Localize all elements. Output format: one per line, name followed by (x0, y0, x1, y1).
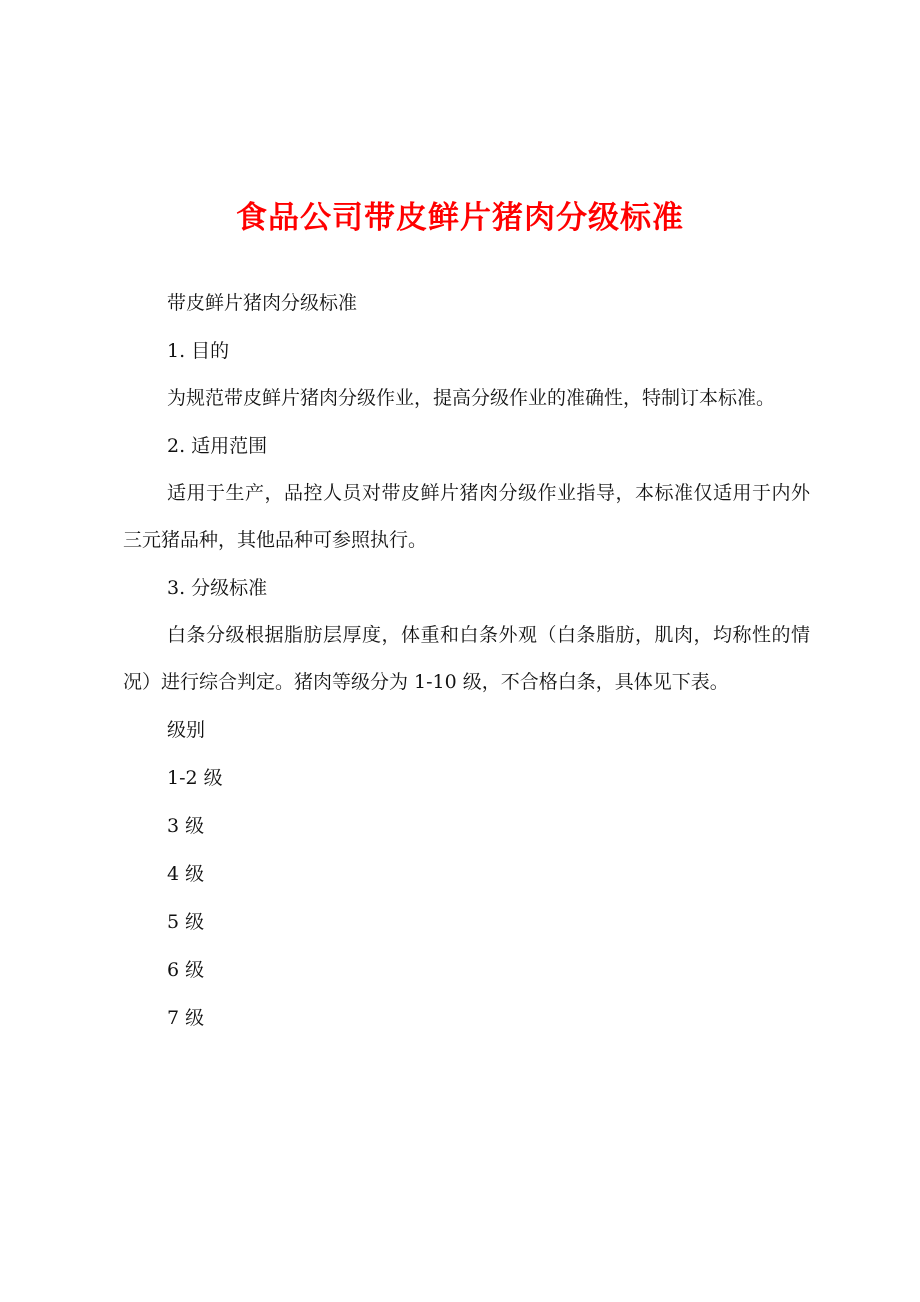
purpose-paragraph: 为规范带皮鲜片猪肉分级作业，提高分级作业的准确性，特制订本标准。 (167, 387, 776, 409)
grade-item: 6 级 (167, 959, 205, 981)
standard-paragraph: 白条分级根据脂肪层厚度，体重和白条外观（白条脂肪，肌肉，均称性的情况）进行综合判定。猪肉等级分为 1-10 级，不合格白条，具体见下表。 (123, 624, 810, 693)
scope-paragraph: 适用于生产，品控人员对带皮鲜片猪肉分级作业指导，本标准仅适用于内外三元猪品种，其他品种可参照执行。 (123, 482, 810, 551)
document-body (123, 279, 810, 1042)
grade-item: 4 级 (167, 863, 205, 885)
section-heading-purpose: 1. 目的 (167, 340, 230, 362)
grade-item: 7 级 (167, 1007, 205, 1029)
grade-item: 5 级 (167, 911, 205, 933)
section-heading-standard: 3. 分级标准 (167, 577, 268, 599)
grade-item: 3 级 (167, 815, 205, 837)
section-heading-scope: 2. 适用范围 (167, 435, 268, 457)
subtitle-paragraph: 带皮鲜片猪肉分级标准 (167, 292, 358, 314)
grade-item: 1-2 级 (167, 767, 223, 789)
document-title: 食品公司带皮鲜片猪肉分级标准 (236, 200, 684, 236)
grade-list-heading: 级别 (167, 719, 206, 741)
